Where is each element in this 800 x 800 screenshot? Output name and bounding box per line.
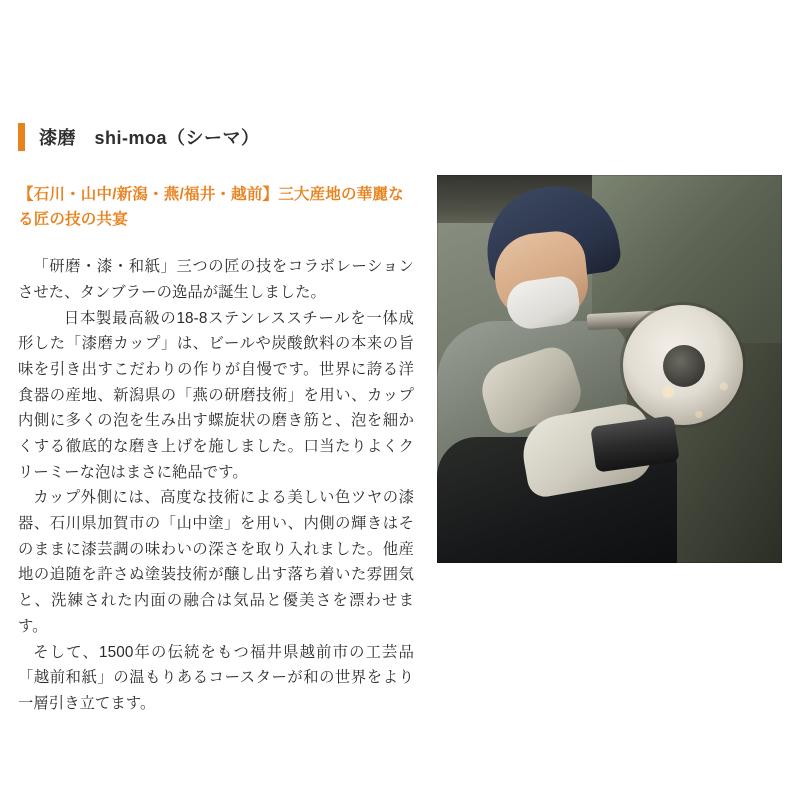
paragraph-3: カップ外側には、高度な技術による美しい色ツヤの漆器、石川県加賀市の「山中塗」を用い、内側の輝きはそのままに漆芸調の味わいの深さを取り入れました。他産地の追随を許さぬ塗装技術が醸し出す落ち着いた雰囲気と、洗練された内面の融合は気品と優美さを漂わせます。 <box>18 489 414 635</box>
paragraph-2: 日本製最高級の18-8ステンレススチールを一体成形した「漆磨カップ」は、ビールや炭酸飲料の本来の旨味を引き出すこだわりの作りが自慢です。世界に誇る洋食器の産地、新潟県の「燕の研磨技術」を用い、カップ内側に多くの泡を生み出す螺旋状の磨き筋と、泡を細かくする徹底的な磨き上げを施しました。口当たりよくクリーミーな泡はまさに絶品です。 <box>18 309 414 481</box>
paragraph-1: 「研磨・漆・和紙」三つの匠の技をコラボレーションさせた、タンブラーの逸品が誕生しました。 <box>18 258 414 301</box>
body-copy <box>18 254 414 716</box>
craftsman-photo <box>437 175 782 563</box>
paragraph-4: そして、1500年の伝統をもつ福井県越前市の工芸品「越前和紙」の温もりあるコースターが和の世界をより一層引き立てます。 <box>18 643 414 712</box>
title-accent-bar <box>18 123 25 151</box>
page-title <box>18 122 260 152</box>
text-column <box>18 182 414 717</box>
lead-catchcopy: 【石川・山中/新潟・燕/福井・越前】三大産地の華麗なる匠の技の共宴 <box>18 186 404 229</box>
photo-sparks <box>649 371 745 441</box>
title-text: 漆磨 shi-moa（シーマ） <box>39 128 260 148</box>
